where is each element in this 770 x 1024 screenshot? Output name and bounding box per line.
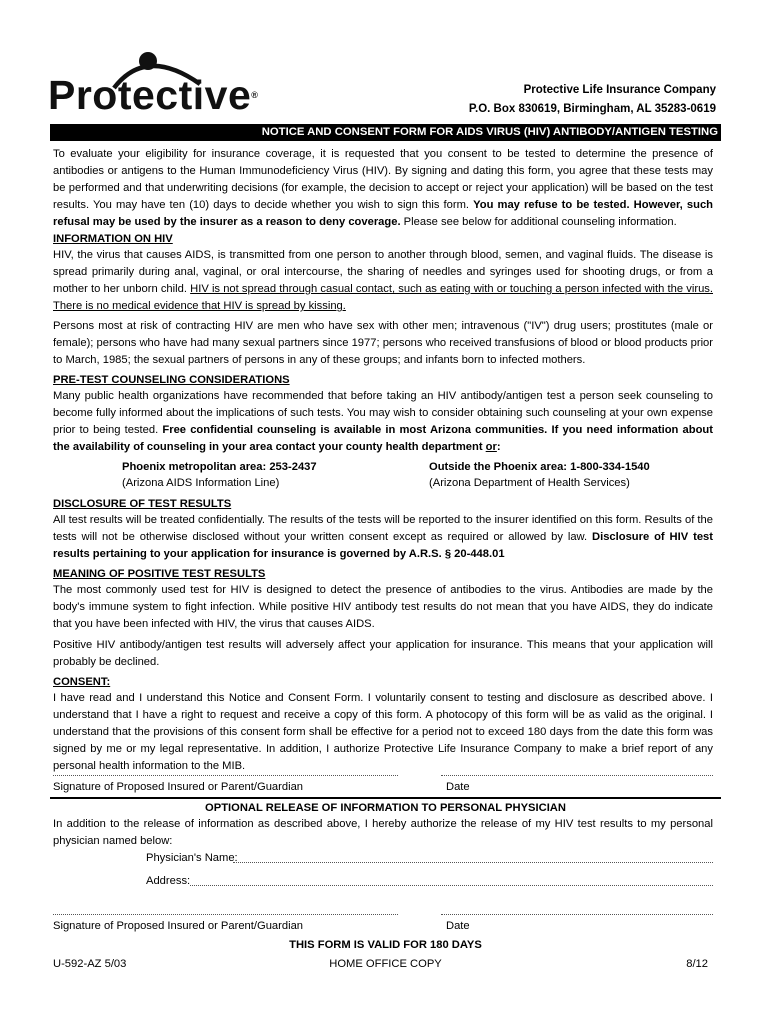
form-code: U-592-AZ 5/03 (53, 958, 127, 970)
disclosure-text: All test results will be treated confidentially. The results of the tests will be reported to the insurer identified on this form. Results of the tests will not be otherwise disclosed without your written consent except as required or allowed by law. (53, 514, 713, 543)
info-hiv-paragraph-2: Persons most at risk of contracting HIV are men who have sex with other men; intravenous ("IV") drug users; prostitutes (male or female); persons who have had many sexual partners since 1977; persons who received transfusions of blood or blood products prior to March, 1985; the sexual partners of persons in any of these groups; and infants born to infected mothers. (53, 320, 713, 366)
intro-text: To evaluate your eligibility for insurance coverage, it is requested that you consent to be tested to determine the presence of antibodies or antigens to the Human Immunodeficiency Virus (HIV). By signing and dating this form, you agree that these tests may be performed and that underwriting decisions (for example, the decision to accept or reject your application) will be based on the test results. You may have ten (10) days to decide whether you wish to sign this form. (53, 148, 713, 211)
company-logo (48, 72, 258, 118)
date-line-2[interactable] (441, 914, 713, 915)
pretest-or: or (485, 441, 497, 453)
pretest-text: Many public health organizations have recommended that before taking an HIV antibody/antigen test a person seek counseling to become fully informed about the implications of such tests. You may wish to consider obtaining such counseling at your own expense prior to being tested. (53, 390, 713, 436)
outside-phoenix-dept: (Arizona Department of Health Services) (429, 477, 630, 489)
section-heading-disclosure: DISCLOSURE OF TEST RESULTS (53, 498, 232, 510)
physician-address-label: Address: (146, 875, 191, 887)
outside-phoenix-phone: Outside the Phoenix area: 1-800-334-1540 (429, 461, 650, 473)
form-title: NOTICE AND CONSENT FORM FOR AIDS VIRUS (HIV) ANTIBODY/ANTIGEN TESTING (50, 124, 721, 141)
section-heading-positive: MEANING OF POSITIVE TEST RESULTS (53, 568, 266, 580)
positive-paragraph-1: The most commonly used test for HIV is designed to detect the presence of antibodies to the virus. Antibodies are made by the body's immune system to fight infection. While positive HIV antibody test results do not mean that you have AIDS, they do indicate that you have been infected with HIV, the virus that causes AIDS. (53, 584, 713, 630)
signature-label-1: Signature of Proposed Insured or Parent/Guardian (53, 781, 304, 793)
disclosure-paragraph (53, 512, 713, 563)
info-hiv-paragraph-1 (53, 247, 713, 315)
release-paragraph: In addition to the release of information as described above, I hereby authorize the release of my HIV test results to my personal physician named below: (53, 818, 713, 847)
pretest-colon: : (496, 441, 501, 453)
pretest-paragraph (53, 388, 713, 456)
company-address: P.O. Box 830619, Birmingham, AL 35283-0619 (468, 103, 716, 115)
info-hiv-transmission: HIV, the virus that causes AIDS, is transmitted from one person to another through blood, semen, and vaginal fluids. The disease is spread primarily during anal, vaginal, or oral intercourse, the sharing of needles and syringes used for shooting drugs, or from a mother to her unborn child. (53, 249, 713, 295)
positive-paragraph-2: Positive HIV antibody/antigen test results will adversely affect your application for insurance. This means that your application will probably be declined. (53, 639, 713, 668)
section-divider (50, 797, 721, 799)
validity-notice: THIS FORM IS VALID FOR 180 DAYS (289, 939, 482, 951)
section-heading-consent: CONSENT: (53, 676, 111, 688)
signature-line-2[interactable] (53, 914, 398, 915)
section-heading-info-hiv: INFORMATION ON HIV (53, 233, 173, 245)
physician-name-label: Physician's Name: (146, 852, 238, 864)
info-hiv-casual-contact: HIV is not spread through casual contact, such as eating with or touching a person infected with the virus. There is no medical evidence that HIV is spread by kissing. (53, 283, 713, 312)
intro-counseling-ref: Please see below for additional counseling information. (400, 216, 677, 228)
pretest-free-counseling: Free confidential counseling is available in most Arizona communities. If you need information about the availability of counseling in your area contact your county health department (53, 424, 713, 453)
intro-refusal-notice: You may refuse to be tested. However, such refusal may be used by the insurer as a reason to deny coverage. (53, 199, 714, 228)
logo-text: Protective (48, 72, 252, 118)
intro-paragraph (53, 146, 713, 231)
date-label-1: Date (446, 781, 470, 793)
consent-paragraph: I have read and I understand this Notice and Consent Form. I voluntarily consent to testing and disclosure as described above. I understand that I have a right to request and receive a copy of this form. A photocopy of this form will be as valid as the original. I understand that the provisions of this consent form shall be effective for a period not to exceed 180 days from the date this form was signed by me or my legal representative. In addition, I authorize Protective Life Insurance Company to make a brief report of any personal health information to the MIB. (53, 692, 713, 772)
signature-label-2: Signature of Proposed Insured or Parent/Guardian (53, 920, 304, 932)
phoenix-line-name: (Arizona AIDS Information Line) (122, 477, 280, 489)
disclosure-statute: Disclosure of HIV test results pertaining to your application for insurance is governed by A.R.S. § 20-448.01 (53, 531, 713, 560)
revision-date: 8/12 (686, 958, 708, 970)
physician-name-field[interactable] (233, 862, 713, 863)
signature-line-1[interactable] (53, 775, 398, 776)
date-label-2: Date (446, 920, 470, 932)
release-heading: OPTIONAL RELEASE OF INFORMATION TO PERSONAL PHYSICIAN (205, 802, 566, 814)
physician-address-field[interactable] (190, 885, 713, 886)
copy-label: HOME OFFICE COPY (329, 958, 442, 970)
phoenix-phone: Phoenix metropolitan area: 253-2437 (122, 461, 317, 473)
section-heading-pretest: PRE-TEST COUNSELING CONSIDERATIONS (53, 374, 290, 386)
date-line-1[interactable] (441, 775, 713, 776)
logo-registered-mark: ® (251, 90, 259, 100)
company-name: Protective Life Insurance Company (523, 84, 716, 96)
